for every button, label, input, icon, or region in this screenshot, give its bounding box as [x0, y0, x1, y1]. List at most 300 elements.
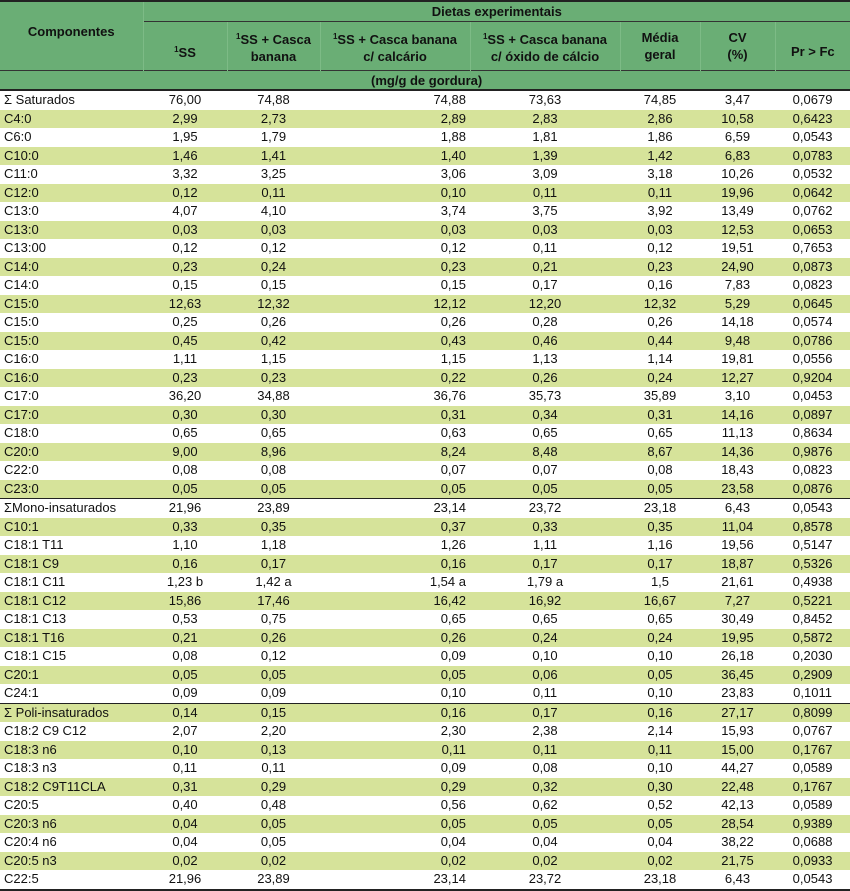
cell-value: 74,85 — [620, 90, 700, 110]
column-header-line1 — [701, 29, 775, 46]
cell-value: 0,23 — [227, 369, 320, 388]
cell-value: 3,74 — [320, 202, 470, 221]
cell-value: 42,13 — [700, 796, 775, 815]
cell-value: 0,26 — [227, 629, 320, 648]
cell-value: 28,54 — [700, 815, 775, 834]
cell-value: 0,1767 — [775, 778, 850, 797]
table-row — [0, 147, 850, 166]
column-header-text: CV — [728, 30, 746, 45]
cell-value: 4,10 — [227, 202, 320, 221]
column-header-line1 — [321, 28, 470, 48]
component-name: C18:2 C9T11CLA — [0, 778, 143, 797]
column-header — [700, 22, 775, 71]
cell-value: 0,15 — [320, 276, 470, 295]
component-name: C13:00 — [0, 239, 143, 258]
column-header-text: SS + Casca banana — [337, 32, 457, 47]
group-header: Dietas experimentais — [143, 1, 850, 22]
cell-value: 0,16 — [620, 276, 700, 295]
footnote-marker: 1 — [236, 32, 240, 41]
cell-value: 0,65 — [470, 610, 620, 629]
cell-value: 0,52 — [620, 796, 700, 815]
cell-value: 0,08 — [620, 461, 700, 480]
table-row — [0, 480, 850, 499]
cell-value: 0,02 — [620, 852, 700, 871]
cell-value: 0,31 — [143, 778, 227, 797]
cell-value: 0,23 — [620, 258, 700, 277]
cell-value: 7,27 — [700, 592, 775, 611]
component-name: C20:1 — [0, 666, 143, 685]
component-name: C24:1 — [0, 684, 143, 703]
cell-value: 0,05 — [620, 815, 700, 834]
cell-value: 1,79 a — [470, 573, 620, 592]
cell-value: 0,05 — [227, 833, 320, 852]
cell-value: 0,12 — [227, 239, 320, 258]
cell-value: 8,96 — [227, 443, 320, 462]
table-row — [0, 518, 850, 537]
cell-value: 0,03 — [227, 221, 320, 240]
cell-value: 23,58 — [700, 480, 775, 499]
cell-value: 9,48 — [700, 332, 775, 351]
cell-value: 0,31 — [620, 406, 700, 425]
cell-value: 0,0876 — [775, 480, 850, 499]
component-name: C18:1 C13 — [0, 610, 143, 629]
cell-value: 0,09 — [227, 684, 320, 703]
cell-value: 19,95 — [700, 629, 775, 648]
cell-value: 23,72 — [470, 499, 620, 518]
cell-value: 0,10 — [470, 647, 620, 666]
cell-value: 16,92 — [470, 592, 620, 611]
cell-value: 14,18 — [700, 313, 775, 332]
cell-value: 0,11 — [470, 184, 620, 203]
component-name: C15:0 — [0, 313, 143, 332]
cell-value: 21,96 — [143, 499, 227, 518]
cell-value: 0,04 — [470, 833, 620, 852]
cell-value: 0,9876 — [775, 443, 850, 462]
cell-value: 0,9389 — [775, 815, 850, 834]
cell-value: 0,0783 — [775, 147, 850, 166]
cell-value: 0,0532 — [775, 165, 850, 184]
column-header-line1 — [776, 43, 850, 60]
cell-value: 1,26 — [320, 536, 470, 555]
cell-value: 0,08 — [143, 647, 227, 666]
cell-value: 0,0589 — [775, 759, 850, 778]
table-row — [0, 350, 850, 369]
cell-value: 21,96 — [143, 870, 227, 890]
cell-value: 3,10 — [700, 387, 775, 406]
cell-value: 0,16 — [320, 703, 470, 722]
cell-value: 0,4938 — [775, 573, 850, 592]
cell-value: 1,23 b — [143, 573, 227, 592]
cell-value: 1,39 — [470, 147, 620, 166]
cell-value: 0,09 — [143, 684, 227, 703]
table-row — [0, 796, 850, 815]
cell-value: 0,0574 — [775, 313, 850, 332]
cell-value: 0,05 — [227, 480, 320, 499]
cell-value: 0,03 — [620, 221, 700, 240]
table-row — [0, 870, 850, 890]
cell-value: 1,11 — [143, 350, 227, 369]
column-header — [320, 22, 470, 71]
cell-value: 0,16 — [143, 555, 227, 574]
cell-value: 23,18 — [620, 499, 700, 518]
cell-value: 0,0767 — [775, 722, 850, 741]
cell-value: 5,29 — [700, 295, 775, 314]
column-header-line2: geral — [621, 46, 700, 63]
cell-value: 12,53 — [700, 221, 775, 240]
cell-value: 0,63 — [320, 424, 470, 443]
table-row — [0, 239, 850, 258]
table-row — [0, 90, 850, 110]
cell-value: 0,0897 — [775, 406, 850, 425]
cell-value: 0,24 — [227, 258, 320, 277]
table-row — [0, 110, 850, 129]
cell-value: 12,27 — [700, 369, 775, 388]
component-name: C10:0 — [0, 147, 143, 166]
column-header — [227, 22, 320, 71]
cell-value: 1,79 — [227, 128, 320, 147]
cell-value: 0,30 — [143, 406, 227, 425]
cell-value: 0,65 — [620, 424, 700, 443]
cell-value: 27,17 — [700, 703, 775, 722]
cell-value: 0,65 — [227, 424, 320, 443]
cell-value: 19,81 — [700, 350, 775, 369]
cell-value: 0,0823 — [775, 461, 850, 480]
cell-value: 3,47 — [700, 90, 775, 110]
component-name: C18:1 C9 — [0, 555, 143, 574]
cell-value: 0,24 — [620, 369, 700, 388]
cell-value: 0,9204 — [775, 369, 850, 388]
cell-value: 0,06 — [470, 666, 620, 685]
table-row — [0, 778, 850, 797]
cell-value: 0,02 — [470, 852, 620, 871]
column-header-line1 — [621, 29, 700, 46]
component-name: C18:2 C9 C12 — [0, 722, 143, 741]
table-row — [0, 202, 850, 221]
cell-value: 0,0543 — [775, 870, 850, 890]
cell-value: 36,45 — [700, 666, 775, 685]
cell-value: 3,06 — [320, 165, 470, 184]
cell-value: 0,8099 — [775, 703, 850, 722]
table-row — [0, 629, 850, 648]
cell-value: 1,88 — [320, 128, 470, 147]
component-name: C15:0 — [0, 295, 143, 314]
cell-value: 0,7653 — [775, 239, 850, 258]
table-row — [0, 536, 850, 555]
cell-value: 23,18 — [620, 870, 700, 890]
cell-value: 0,5872 — [775, 629, 850, 648]
component-name: C17:0 — [0, 387, 143, 406]
cell-value: 35,73 — [470, 387, 620, 406]
column-header-text: Média — [642, 30, 679, 45]
cell-value: 1,5 — [620, 573, 700, 592]
cell-value: 7,83 — [700, 276, 775, 295]
cell-value: 1,40 — [320, 147, 470, 166]
cell-value: 74,88 — [320, 90, 470, 110]
cell-value: 0,0543 — [775, 128, 850, 147]
cell-value: 17,46 — [227, 592, 320, 611]
cell-value: 0,0556 — [775, 350, 850, 369]
table-row — [0, 221, 850, 240]
table-row — [0, 313, 850, 332]
cell-value: 0,26 — [470, 369, 620, 388]
cell-value: 12,12 — [320, 295, 470, 314]
cell-value: 0,02 — [227, 852, 320, 871]
cell-value: 0,09 — [320, 759, 470, 778]
cell-value: 0,0873 — [775, 258, 850, 277]
cell-value: 0,07 — [470, 461, 620, 480]
table-row — [0, 424, 850, 443]
cell-value: 21,75 — [700, 852, 775, 871]
component-name: C23:0 — [0, 480, 143, 499]
cell-value: 0,26 — [620, 313, 700, 332]
table-row — [0, 833, 850, 852]
cell-value: 23,72 — [470, 870, 620, 890]
cell-value: 0,2030 — [775, 647, 850, 666]
cell-value: 3,32 — [143, 165, 227, 184]
cell-value: 0,11 — [320, 741, 470, 760]
table-row — [0, 703, 850, 722]
cell-value: 19,56 — [700, 536, 775, 555]
cell-value: 1,13 — [470, 350, 620, 369]
cell-value: 0,04 — [320, 833, 470, 852]
cell-value: 0,17 — [470, 276, 620, 295]
column-header-line2: c/ óxido de cálcio — [471, 48, 620, 65]
component-name: C4:0 — [0, 110, 143, 129]
component-name: C20:5 — [0, 796, 143, 815]
cell-value: 0,48 — [227, 796, 320, 815]
cell-value: 0,07 — [320, 461, 470, 480]
table-row — [0, 684, 850, 703]
table-row — [0, 332, 850, 351]
cell-value: 30,49 — [700, 610, 775, 629]
cell-value: 0,37 — [320, 518, 470, 537]
cell-value: 73,63 — [470, 90, 620, 110]
cell-value: 15,93 — [700, 722, 775, 741]
footnote-marker: 1 — [483, 32, 487, 41]
cell-value: 13,49 — [700, 202, 775, 221]
cell-value: 0,03 — [143, 221, 227, 240]
cell-value: 0,26 — [320, 629, 470, 648]
column-header-text: Pr > Fc — [791, 44, 835, 59]
cell-value: 0,05 — [143, 480, 227, 499]
cell-value: 0,12 — [620, 239, 700, 258]
table-row — [0, 815, 850, 834]
cell-value: 12,20 — [470, 295, 620, 314]
component-name: C20:3 n6 — [0, 815, 143, 834]
table-row — [0, 369, 850, 388]
cell-value: 0,11 — [470, 239, 620, 258]
cell-value: 0,10 — [620, 684, 700, 703]
cell-value: 0,28 — [470, 313, 620, 332]
cell-value: 34,88 — [227, 387, 320, 406]
cell-value: 0,23 — [143, 258, 227, 277]
cell-value: 0,8452 — [775, 610, 850, 629]
table-row — [0, 165, 850, 184]
cell-value: 23,89 — [227, 870, 320, 890]
cell-value: 0,0688 — [775, 833, 850, 852]
cell-value: 0,15 — [227, 703, 320, 722]
cell-value: 1,11 — [470, 536, 620, 555]
cell-value: 76,00 — [143, 90, 227, 110]
component-name: C20:4 n6 — [0, 833, 143, 852]
cell-value: 0,40 — [143, 796, 227, 815]
cell-value: 0,08 — [143, 461, 227, 480]
cell-value: 22,48 — [700, 778, 775, 797]
cell-value: 0,05 — [470, 815, 620, 834]
cell-value: 1,16 — [620, 536, 700, 555]
cell-value: 0,11 — [470, 741, 620, 760]
cell-value: 0,65 — [620, 610, 700, 629]
cell-value: 1,86 — [620, 128, 700, 147]
table-row — [0, 610, 850, 629]
column-header-line1 — [228, 28, 320, 48]
cell-value: 0,05 — [320, 815, 470, 834]
cell-value: 2,89 — [320, 110, 470, 129]
cell-value: 1,81 — [470, 128, 620, 147]
cell-value: 0,14 — [143, 703, 227, 722]
component-name: C20:5 n3 — [0, 852, 143, 871]
cell-value: 0,26 — [227, 313, 320, 332]
cell-value: 6,83 — [700, 147, 775, 166]
footnote-marker: 1 — [333, 32, 337, 41]
column-header-line1 — [144, 41, 227, 61]
cell-value: 0,05 — [620, 666, 700, 685]
cell-value: 1,46 — [143, 147, 227, 166]
cell-value: 0,8634 — [775, 424, 850, 443]
cell-value: 15,86 — [143, 592, 227, 611]
cell-value: 1,15 — [227, 350, 320, 369]
cell-value: 1,42 — [620, 147, 700, 166]
cell-value: 0,12 — [143, 184, 227, 203]
cell-value: 10,58 — [700, 110, 775, 129]
cell-value: 0,29 — [227, 778, 320, 797]
cell-value: 0,03 — [470, 221, 620, 240]
table-row — [0, 647, 850, 666]
cell-value: 0,05 — [320, 666, 470, 685]
cell-value: 0,5326 — [775, 555, 850, 574]
cell-value: 0,08 — [470, 759, 620, 778]
cell-value: 0,30 — [227, 406, 320, 425]
table-body — [0, 90, 850, 890]
cell-value: 36,20 — [143, 387, 227, 406]
component-name: C10:1 — [0, 518, 143, 537]
cell-value: 0,05 — [470, 480, 620, 499]
cell-value: 0,12 — [320, 239, 470, 258]
component-name: C18:0 — [0, 424, 143, 443]
cell-value: 1,18 — [227, 536, 320, 555]
cell-value: 0,8578 — [775, 518, 850, 537]
cell-value: 0,05 — [320, 480, 470, 499]
cell-value: 0,11 — [143, 759, 227, 778]
cell-value: 0,12 — [143, 239, 227, 258]
cell-value: 0,45 — [143, 332, 227, 351]
table-row — [0, 666, 850, 685]
cell-value: 0,17 — [470, 555, 620, 574]
cell-value: 0,0679 — [775, 90, 850, 110]
cell-value: 0,65 — [143, 424, 227, 443]
cell-value: 38,22 — [700, 833, 775, 852]
component-name: C22:0 — [0, 461, 143, 480]
cell-value: 0,10 — [143, 741, 227, 760]
table-row — [0, 461, 850, 480]
cell-value: 14,16 — [700, 406, 775, 425]
cell-value: 0,24 — [620, 629, 700, 648]
cell-value: 0,33 — [143, 518, 227, 537]
component-name: C6:0 — [0, 128, 143, 147]
cell-value: 23,83 — [700, 684, 775, 703]
cell-value: 0,23 — [143, 369, 227, 388]
cell-value: 1,14 — [620, 350, 700, 369]
table-row — [0, 722, 850, 741]
component-name: C11:0 — [0, 165, 143, 184]
cell-value: 0,30 — [620, 778, 700, 797]
cell-value: 0,0453 — [775, 387, 850, 406]
column-header-line1 — [471, 28, 620, 48]
cell-value: 0,2909 — [775, 666, 850, 685]
component-name: C16:0 — [0, 369, 143, 388]
cell-value: 0,53 — [143, 610, 227, 629]
table-header — [0, 1, 850, 90]
cell-value: 0,05 — [227, 815, 320, 834]
cell-value: 12,32 — [620, 295, 700, 314]
cell-value: 11,13 — [700, 424, 775, 443]
cell-value: 0,62 — [470, 796, 620, 815]
column-header-line2: banana — [228, 48, 320, 65]
column-header-text: SS — [179, 45, 196, 60]
cell-value: 3,92 — [620, 202, 700, 221]
cell-value: 0,5147 — [775, 536, 850, 555]
table-row — [0, 573, 850, 592]
cell-value: 21,61 — [700, 573, 775, 592]
cell-value: 0,42 — [227, 332, 320, 351]
cell-value: 6,59 — [700, 128, 775, 147]
cell-value: 0,65 — [470, 424, 620, 443]
column-header — [775, 22, 850, 71]
cell-value: 0,31 — [320, 406, 470, 425]
component-name: C18:1 C11 — [0, 573, 143, 592]
cell-value: 18,87 — [700, 555, 775, 574]
cell-value: 3,18 — [620, 165, 700, 184]
table-row — [0, 443, 850, 462]
cell-value: 0,08 — [227, 461, 320, 480]
cell-value: 2,83 — [470, 110, 620, 129]
cell-value: 0,21 — [143, 629, 227, 648]
cell-value: 0,29 — [320, 778, 470, 797]
footnote-marker: 1 — [174, 45, 178, 54]
table-row — [0, 276, 850, 295]
cell-value: 0,17 — [620, 555, 700, 574]
cell-value: 8,24 — [320, 443, 470, 462]
component-name: C13:0 — [0, 221, 143, 240]
cell-value: 0,11 — [470, 684, 620, 703]
cell-value: 3,25 — [227, 165, 320, 184]
cell-value: 1,54 a — [320, 573, 470, 592]
unit-spacer — [0, 71, 143, 91]
cell-value: 14,36 — [700, 443, 775, 462]
component-name: C18:1 C12 — [0, 592, 143, 611]
cell-value: 0,22 — [320, 369, 470, 388]
cell-value: 0,15 — [143, 276, 227, 295]
cell-value: 11,04 — [700, 518, 775, 537]
cell-value: 0,1011 — [775, 684, 850, 703]
component-name: Σ Saturados — [0, 90, 143, 110]
cell-value: 0,0645 — [775, 295, 850, 314]
table-row — [0, 852, 850, 871]
cell-value: 0,34 — [470, 406, 620, 425]
cell-value: 0,44 — [620, 332, 700, 351]
cell-value: 6,43 — [700, 499, 775, 518]
cell-value: 2,38 — [470, 722, 620, 741]
